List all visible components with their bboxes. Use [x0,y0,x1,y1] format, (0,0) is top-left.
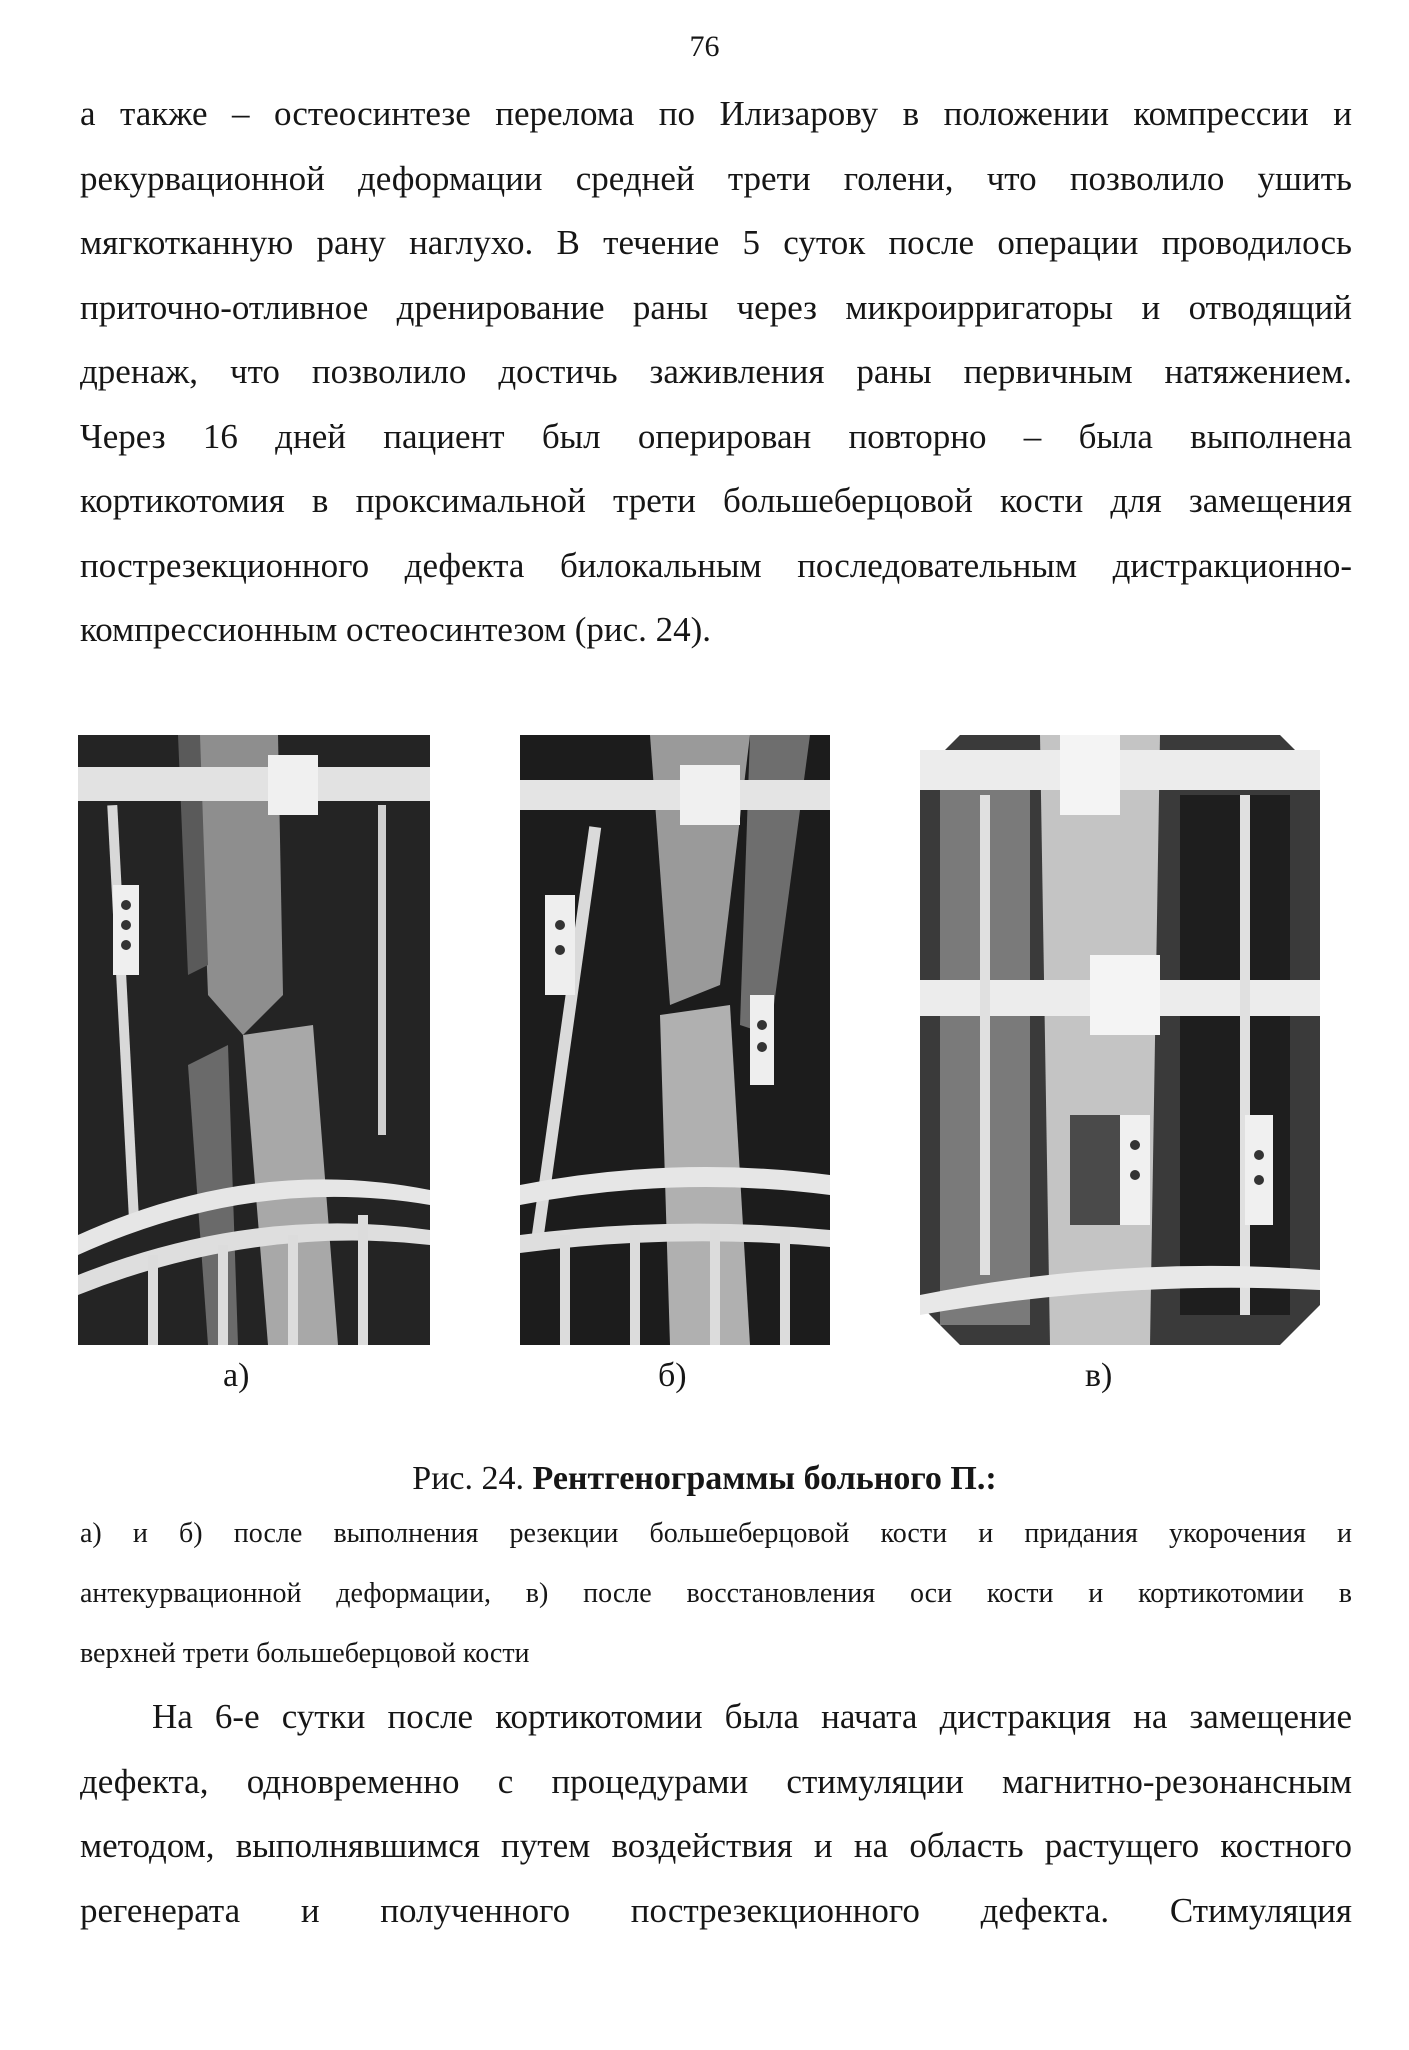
panel-label-c: в) [1085,1357,1113,1394]
caption-line: антекурвационной деформации, в) после восстановления оси кости и кортикотомии в [80,1578,1352,1609]
text-line: компрессионным остеосинтезом (рис. 24). [80,610,712,649]
paragraph-2 [80,1685,1352,1943]
text-line: кортикотомия в проксимальной трети большеберцовой кости для замещения [80,481,1352,520]
caption-heading: Рентгенограммы больного П.: [532,1460,997,1497]
figure-caption-title [0,1460,1409,1498]
xray-panel-a [78,735,430,1345]
text-line: Через 16 дней пациент был оперирован повторно – была выполнена [80,416,1352,456]
xray-image-b [520,735,830,1345]
page-number: 76 [689,30,720,63]
text-line: методом, выполнявшимся путем воздействия и на область растущего костного [80,1826,1352,1865]
caption-prefix: Рис. 24. [412,1460,524,1497]
text-line: регенерата и полученного пострезекционного дефекта. Стимуляция [80,1890,1352,1930]
panel-label-b: б) [658,1357,687,1394]
xray-panel-c [920,735,1320,1345]
figure-24 [0,735,1409,1355]
text-line: рекурвационной деформации средней трети голени, что позволило ушить [80,158,1352,198]
xray-image-c [920,735,1320,1345]
xray-image-a [78,735,430,1345]
caption-line: верхней трети большеберцовой кости [80,1638,530,1669]
text-line: приточно-отливное дренирование раны через микроирригаторы и отводящий [80,287,1352,327]
text-line: дренаж, что позволило достичь заживления раны первичным натяжением. [80,352,1352,391]
panel-label-a: а) [223,1357,250,1394]
text-line: дефекта, одновременно с процедурами стимуляции магнитно-резонансным [80,1761,1352,1801]
text-line: На 6-е сутки после кортикотомии была начата дистракция на замещение [152,1697,1352,1736]
caption-line: а) и б) после выполнения резекции большеберцовой кости и придания укорочения и [80,1518,1352,1549]
paragraph-1 [80,82,1352,663]
text-line: пострезекционного дефекта билокальным последовательным дистракционно- [80,545,1352,585]
text-line: а также – остеосинтезе перелома по Илизарову в положении компрессии и [80,94,1352,133]
text-line: мягкотканную рану наглухо. В течение 5 суток после операции проводилось [80,223,1352,262]
figure-caption-body [80,1504,1352,1684]
xray-panel-b [520,735,830,1345]
